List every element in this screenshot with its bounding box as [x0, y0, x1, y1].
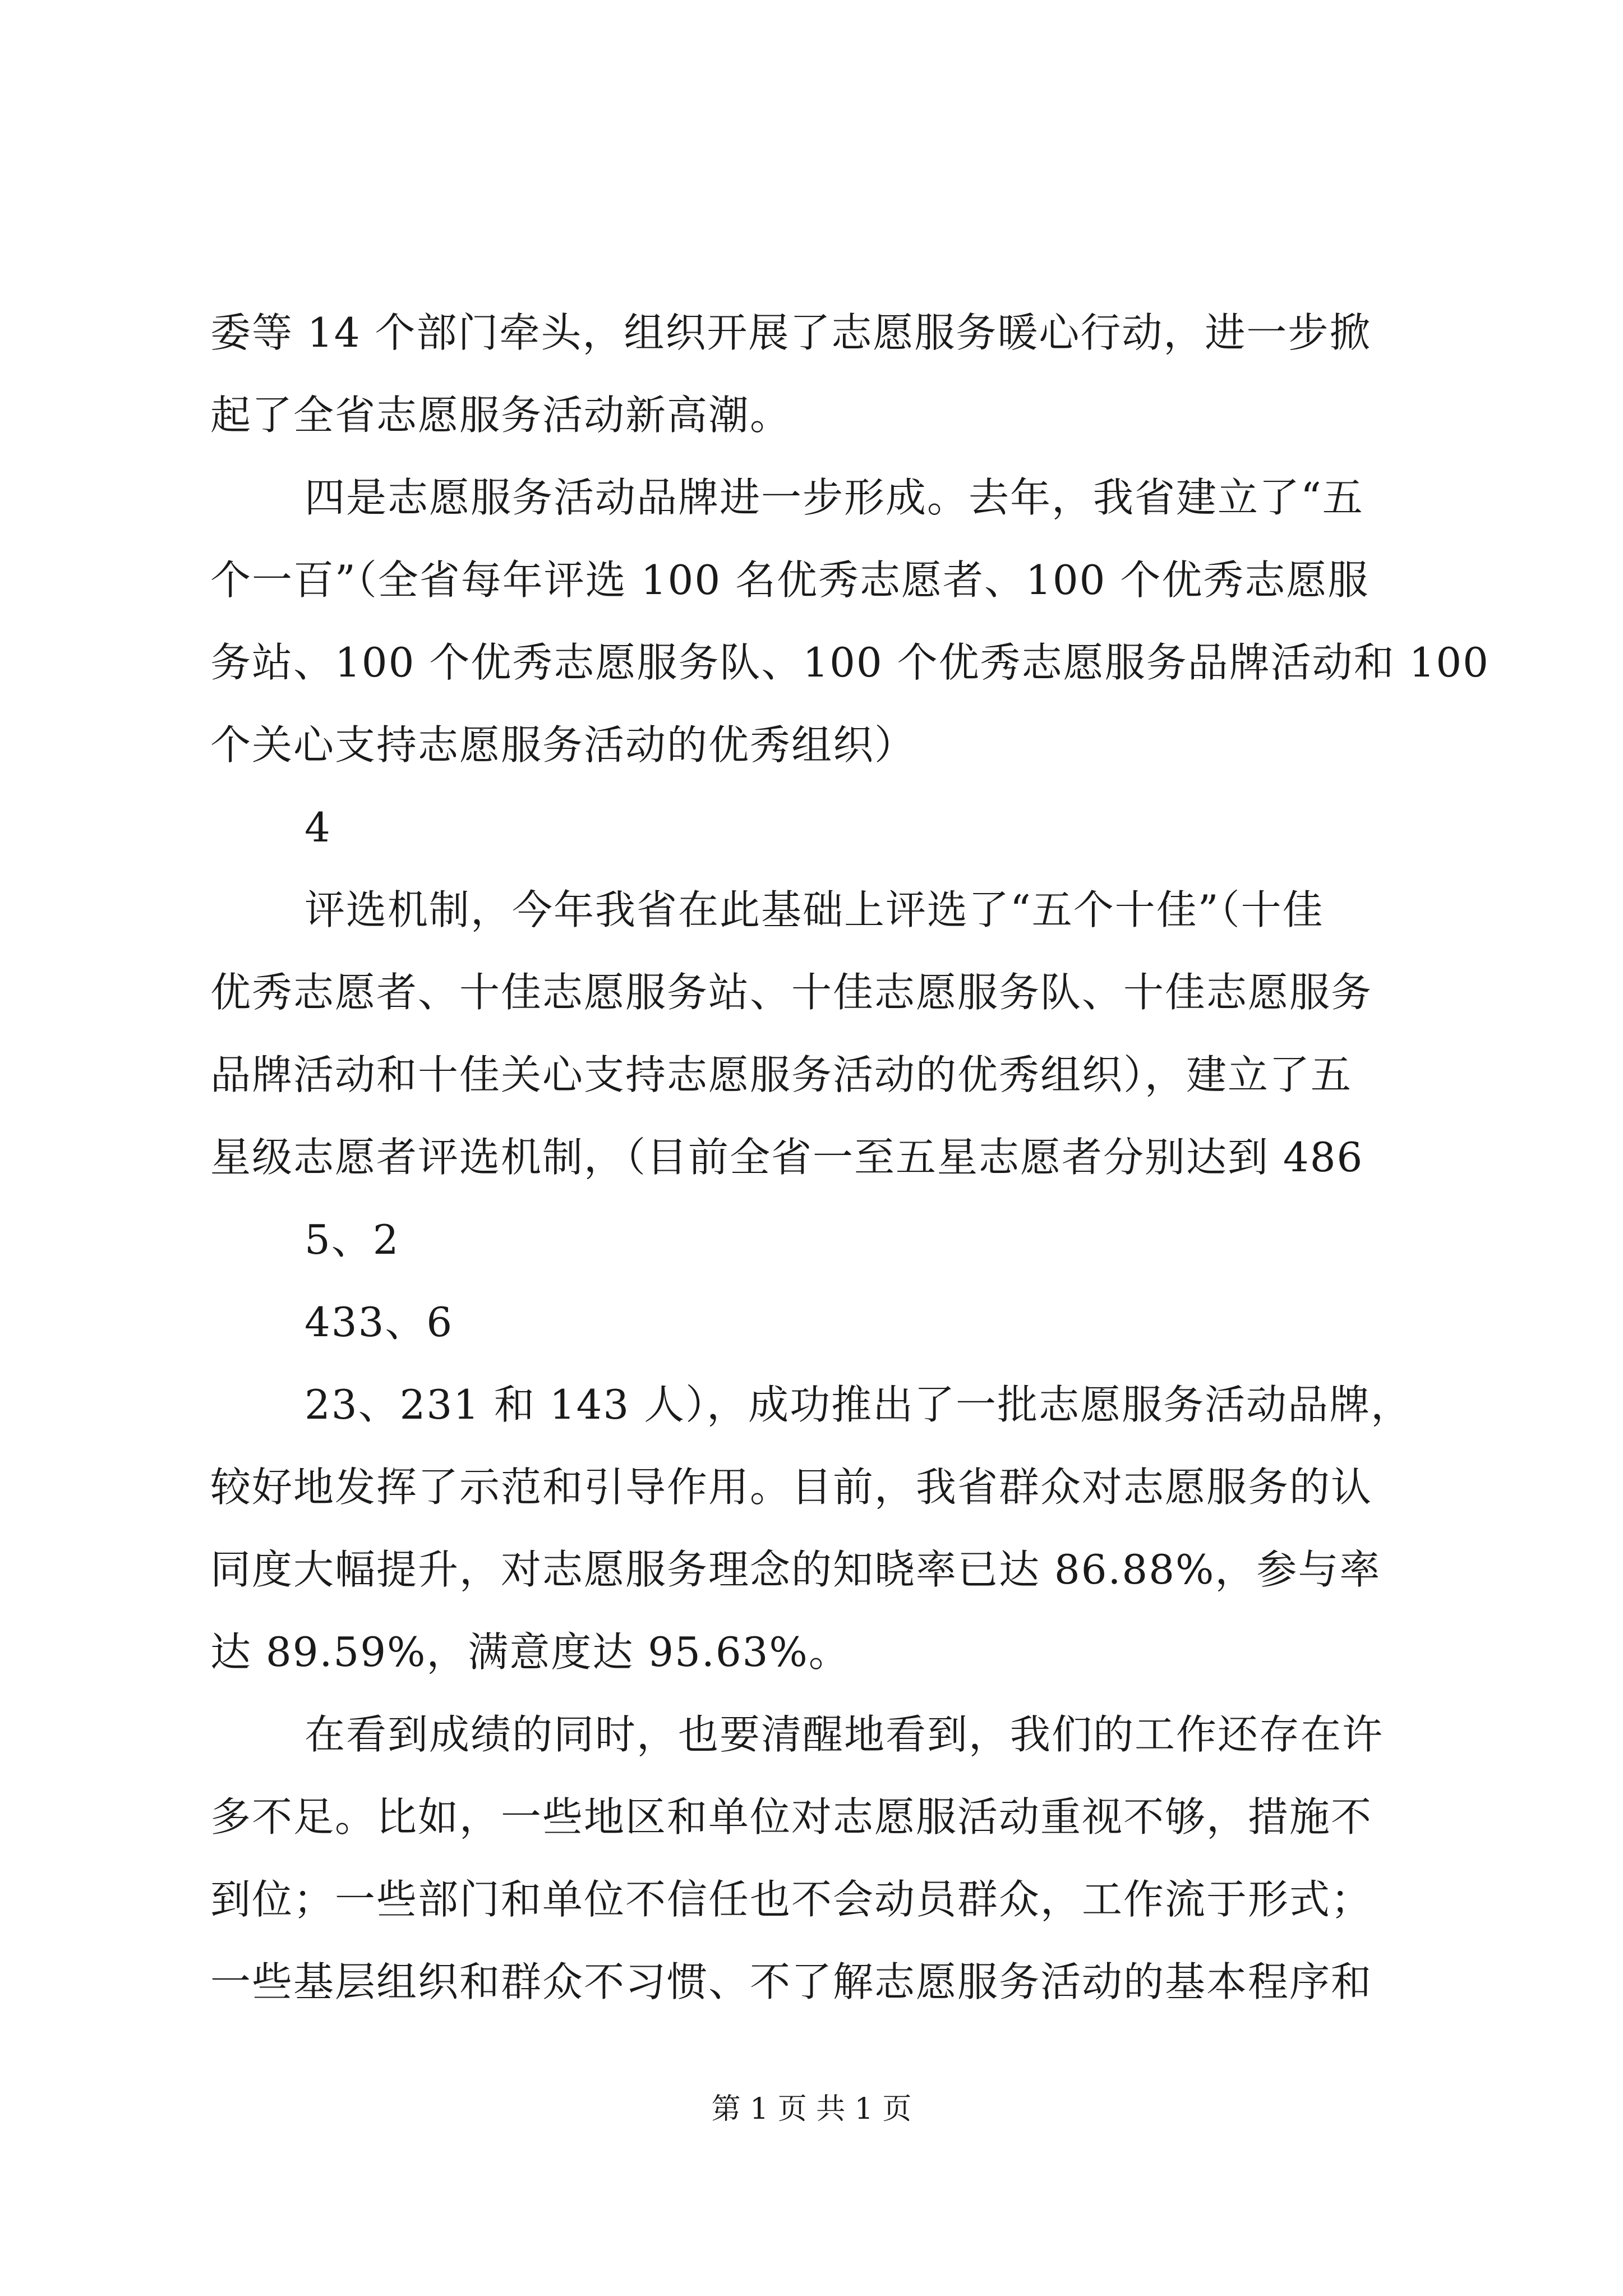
- text-line: 到位；一些部门和单位不信任也不会动员群众，工作流于形式；: [210, 1876, 1373, 1923]
- page-footer: [0, 2087, 1623, 2132]
- text-line: 星级志愿者评选机制，（目前全省一至五星志愿者分别达到 486: [210, 1134, 1364, 1181]
- page-number-label: 第 1 页 共 1 页: [711, 2092, 912, 2126]
- text-line: 个一百”（全省每年评选 100 名优秀志愿者、100 个优秀志愿服: [210, 556, 1370, 604]
- text-line: 433、6: [305, 1299, 454, 1346]
- text-line: 起了全省志愿服务活动新高潮。: [210, 392, 792, 439]
- text-line: 一些基层组织和群众不习惯、不了解志愿服务活动的基本程序和: [210, 1958, 1373, 2005]
- text-line: 务站、100 个优秀志愿服务队、100 个优秀志愿服务品牌活动和 100: [210, 639, 1490, 686]
- paragraph-start-line: 四是志愿服务活动品牌进一步形成。去年，我省建立了“五: [305, 474, 1364, 521]
- paragraph-start-line: 评选机制，今年我省在此基础上评选了“五个十佳”（十佳: [305, 886, 1324, 933]
- paragraph-start-line: 23、231 和 143 人），成功推出了一批志愿服务活动品牌，: [305, 1381, 1413, 1428]
- document-body: [210, 292, 1490, 2023]
- text-line: 5、2: [305, 1216, 400, 1263]
- paragraph-start-line: 在看到成绩的同时，也要清醒地看到，我们的工作还存在许: [305, 1711, 1384, 1758]
- text-line: 品牌活动和十佳关心支持志愿服务活动的优秀组织），建立了五: [210, 1051, 1353, 1098]
- text-line: 委等 14 个部门牵头，组织开展了志愿服务暖心行动，进一步掀: [210, 309, 1371, 356]
- text-line: 个关心支持志愿服务活动的优秀组织）: [210, 721, 916, 769]
- text-line: 达 89.59%，满意度达 95.63%。: [210, 1628, 850, 1676]
- text-line: 同度大幅提升，对志愿服务理念的知晓率已达 86.88%，参与率: [210, 1546, 1381, 1593]
- text-line: 多不足。比如，一些地区和单位对志愿服活动重视不够，措施不: [210, 1793, 1373, 1841]
- text-line: 较好地发挥了示范和引导作用。目前，我省群众对志愿服务的认: [210, 1464, 1373, 1511]
- text-line: 优秀志愿者、十佳志愿服务站、十佳志愿服务队、十佳志愿服务: [210, 969, 1373, 1016]
- text-line: 4: [305, 804, 331, 851]
